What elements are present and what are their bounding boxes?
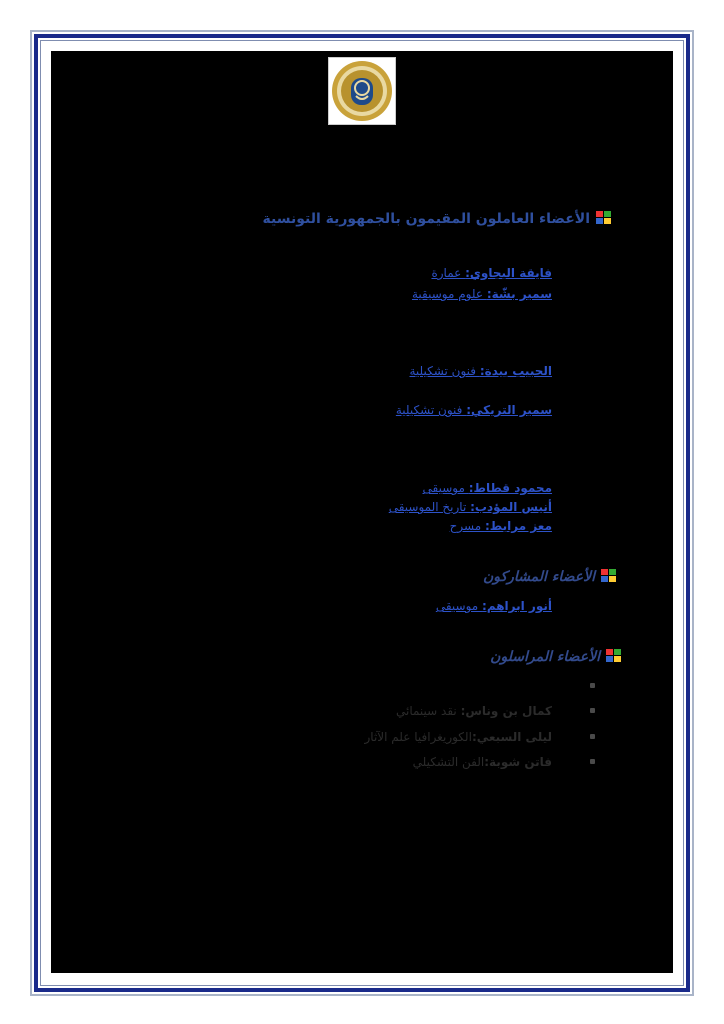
member-name: فاتن شوبة: (484, 755, 552, 769)
member-field: نقد سينمائي (395, 704, 461, 718)
windows-flag-icon (596, 211, 611, 224)
square-bullet (590, 759, 595, 764)
member-name: سمير التريكي: (466, 403, 552, 417)
member-field: فنون تشكيلية (409, 364, 480, 378)
heading-correspondents (490, 649, 621, 665)
member-name: فايقة البجاوي: (465, 266, 552, 280)
member-field: فنون تشكيلية (395, 403, 467, 417)
heading-residents (263, 211, 612, 227)
windows-flag-icon (606, 649, 621, 662)
square-bullet (590, 708, 595, 713)
list-item (413, 755, 595, 769)
member-name: سمير بشّة: (486, 287, 552, 301)
member-link[interactable] (412, 287, 552, 301)
member-name: كمال بن وناس: (460, 704, 552, 718)
member-name: أنور ابراهم: (482, 599, 552, 613)
heading-participants (483, 569, 616, 585)
member-field: الفن التشكيلي (412, 755, 485, 769)
list-item (365, 730, 596, 744)
member-link[interactable] (396, 403, 552, 417)
member-name: الحبيب بيدة: (479, 364, 552, 378)
list-item (552, 679, 595, 693)
member-field: عمارة (431, 266, 466, 280)
heading-participants-text: الأعضاء المشاركون (482, 569, 595, 585)
member-link[interactable] (389, 500, 552, 514)
member-name: ليلى السبعي: (471, 730, 552, 744)
heading-residents-text: الأعضاء العاملون المقيمون بالجمهورية التونسية (262, 211, 590, 227)
member-link[interactable] (450, 519, 552, 533)
member-link[interactable] (431, 266, 552, 280)
member-field: موسيقى (422, 481, 469, 495)
member-field: الكوريغرافيا علم الآثار (364, 730, 472, 744)
member-field: تاريخ الموسيقى (388, 500, 471, 514)
academy-seal-logo (328, 57, 396, 125)
windows-flag-icon (601, 569, 616, 582)
member-field: مسرح (449, 519, 485, 533)
member-link[interactable] (410, 364, 553, 378)
heading-correspondents-text: الأعضاء المراسلون (490, 649, 600, 665)
square-bullet (590, 683, 595, 688)
member-name: معز مرابط: (484, 519, 552, 533)
document-page (51, 51, 673, 973)
square-bullet (590, 734, 595, 739)
member-field: موسيقى (435, 599, 483, 613)
member-link[interactable] (436, 599, 552, 613)
member-name: أنيس المؤدب: (470, 500, 552, 514)
member-field: علوم موسيقية (411, 287, 487, 301)
member-name: محمود قطاط: (468, 481, 552, 495)
list-item (396, 704, 595, 718)
member-link[interactable] (423, 481, 553, 495)
